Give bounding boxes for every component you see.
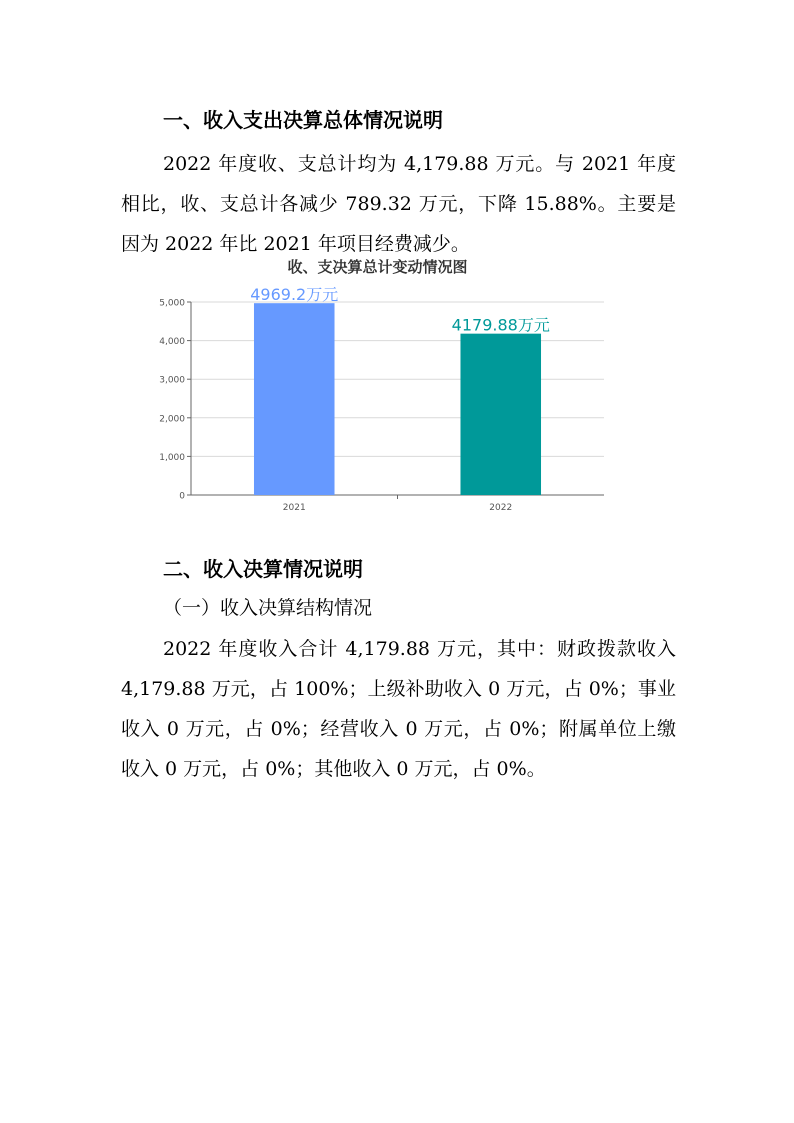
y-tick-label: 5,000 (159, 298, 185, 309)
bar-2021 (254, 303, 335, 495)
section-2-subheading: （一）收入决算结构情况 (163, 597, 373, 619)
section-1-paragraph: 2022 年度收、支总计均为 4,179.88 万元。与 2021 年度相比，收、支总计各减少 789.32 万元，下降 15.88%。主要是因为 2022 年比 2021 年项目经费减少。 (121, 153, 676, 255)
bar-2022 (460, 334, 541, 495)
expenditure-change-chart (150, 252, 620, 520)
x-tick-label: 2022 (489, 503, 513, 513)
bar-data-label: 4179.88万元 (451, 315, 550, 335)
section-2-paragraph: 2022 年度收入合计 4,179.88 万元，其中：财政拨款收入 4,179.88 万元，占 100%；上级补助收入 0 万元，占 0%；事业收入 0 万元，占 0%；经营收入 0 万元，占 0%；附属单位上缴收入 0 万元，占 0%；其他收入 0 万元，占 0%。 (121, 638, 676, 780)
section-1-heading: 一、收入支出决算总体情况说明 (163, 108, 443, 132)
y-tick-label: 1,000 (159, 452, 185, 463)
chart-svg (150, 252, 620, 520)
x-tick-label: 2021 (282, 503, 306, 513)
y-tick-label: 3,000 (159, 375, 185, 386)
section-2-heading: 二、收入决算情况说明 (163, 557, 363, 581)
y-tick-label: 4,000 (159, 337, 185, 348)
bar-data-label: 4969.2万元 (250, 285, 339, 305)
chart-title: 收、支决算总计变动情况图 (287, 258, 468, 276)
y-tick-label: 0 (179, 491, 185, 502)
y-tick-label: 2,000 (159, 414, 185, 425)
